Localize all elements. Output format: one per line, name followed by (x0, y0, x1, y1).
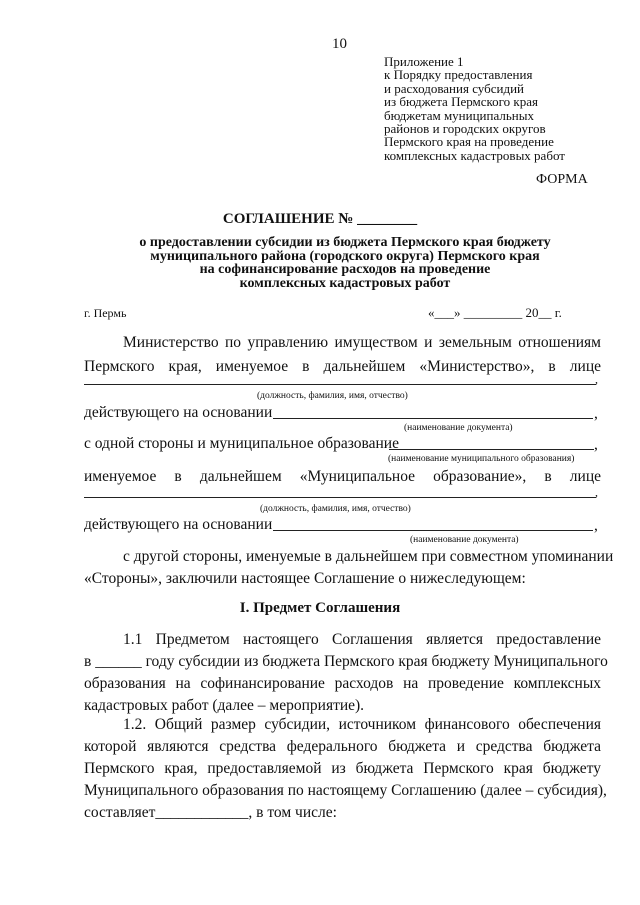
other-side-line-1: с другой стороны, именуемые в дальнейшем при совместном упоминании (123, 548, 614, 565)
clause-1-2-line: которой являются средства федерального бюджета и средства бюджета (84, 738, 601, 755)
page-number: 10 (332, 36, 347, 52)
appendix-line: к Порядку предоставления (384, 67, 533, 83)
clause-1-1-line: 1.1 Предметом настоящего Соглашения является предоставление (123, 631, 601, 648)
section-title: I. Предмет Соглашения (239, 600, 401, 616)
appendix-line: Пермского края на проведение (384, 134, 554, 150)
named-line: именуемое в дальнейшем «Муниципальное образование», в лице (84, 468, 601, 485)
one-side-label: с одной стороны и муниципальное образование (84, 435, 399, 452)
comma: , (594, 517, 598, 534)
ministry-line-1: Министерство по управлению имуществом и земельным отношениям (123, 334, 601, 351)
document-subtitle (95, 236, 595, 290)
clause-1-1-line: кадастровых работ (далее – мероприятие). (84, 697, 365, 714)
acting-basis-label: действующего на основании (84, 516, 273, 533)
document-fill-line (273, 418, 593, 419)
clause-1-1-line: образования на софинансирование расходов на проведение комплексных (84, 675, 601, 692)
hint-document-name: (наименование документа) (410, 535, 519, 545)
hint-position-name: (должность, фамилия, имя, отчество) (260, 504, 411, 514)
appendix-line: и расходования субсидий (384, 80, 524, 96)
appendix-line: Приложение 1 (384, 54, 464, 69)
date-field: «___» _________ 20__ г. (428, 305, 562, 320)
comma: , (595, 372, 598, 386)
appendix-line: районов и городских округов (384, 121, 546, 137)
clause-1-2-line: 1.2. Общий размер субсидии, источником финансового обеспечения (123, 716, 601, 733)
document-title: СОГЛАШЕНИЕ № ________ (222, 211, 418, 227)
position-fill-line (84, 384, 596, 385)
appendix-line: из бюджета Пермского края (384, 94, 539, 110)
clause-1-1-line: в ______ году субсидии из бюджета Пермского края бюджету Муниципального (84, 653, 608, 670)
subtitle-line: комплексных кадастровых работ (239, 275, 451, 291)
subtitle-line: на софинансирование расходов на проведение (199, 262, 491, 277)
appendix-line: комплексных кадастровых работ (384, 147, 565, 163)
appendix-line: бюджетам муниципальных (384, 107, 534, 123)
acting-basis-label: действующего на основании (84, 404, 273, 421)
hint-position-name: (должность, фамилия, имя, отчество) (257, 391, 408, 401)
appendix-block (384, 55, 565, 162)
municipality-fill-line (389, 449, 594, 450)
clause-1-2-line: Муниципального образования по настоящему Соглашению (далее – субсидия), (84, 782, 607, 799)
hint-document-name: (наименование документа) (404, 423, 513, 433)
comma: , (594, 436, 598, 453)
position-fill-line (84, 497, 596, 498)
clause-1-2-line: составляет____________, в том числе: (84, 804, 337, 821)
document-fill-line (273, 530, 593, 531)
comma: , (594, 405, 598, 422)
other-side-line-2: «Стороны», заключили настоящее Соглашение о нижеследующем: (84, 570, 526, 587)
subtitle-line: муниципального района (городского округа) Пермского края (150, 248, 540, 264)
hint-municipality-name: (наименование муниципального образования) (388, 454, 575, 464)
subtitle-line: о предоставлении субсидии из бюджета Пермского края бюджету (139, 235, 551, 250)
city: г. Пермь (84, 306, 127, 320)
form-label: ФОРМА (536, 172, 588, 187)
ministry-line-2: Пермского края, именуемое в дальнейшем «Министерство», в лице (84, 358, 601, 375)
comma: , (595, 485, 598, 499)
clause-1-2-line: Пермского края, предоставляемой из бюджета Пермского края бюджету (84, 760, 601, 777)
